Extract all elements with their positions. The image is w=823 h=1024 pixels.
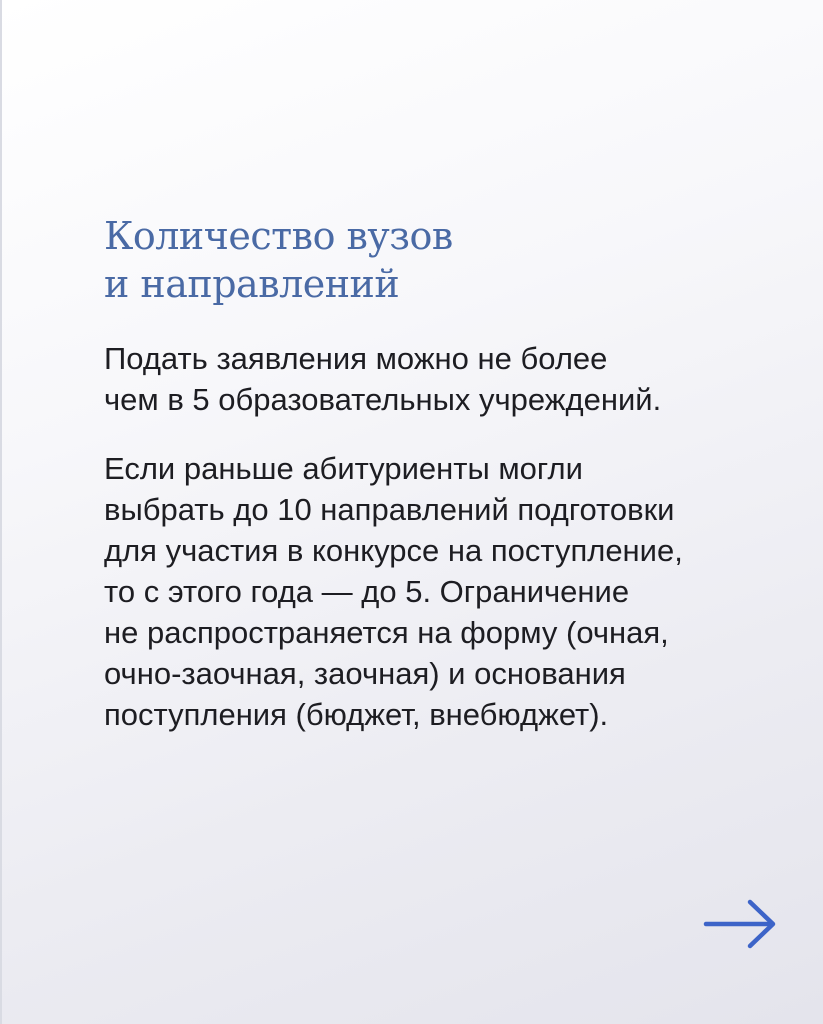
paragraph-line: Подать заявления можно не более: [104, 341, 608, 376]
paragraph-line: для участия в конкурсе на поступление,: [104, 533, 683, 568]
paragraph-line: выбрать до 10 направлений подготовки: [104, 492, 675, 527]
page-title: [104, 212, 704, 308]
paragraph-line: очно-заочная, заочная) и основания: [104, 656, 626, 691]
paragraph-line: поступления (бюджет, внебюджет).: [104, 697, 609, 732]
paragraph-directions-limit: [104, 448, 683, 735]
paragraph-line: не распространяется на форму (очная,: [104, 615, 669, 650]
paragraph-line: то с этого года — до 5. Ограничение: [104, 574, 630, 609]
paragraph-line: чем в 5 образовательных учреждений.: [104, 382, 662, 417]
paragraph-line: Если раньше абитуриенты могли: [104, 451, 583, 486]
title-line-1: Количество вузов: [104, 214, 453, 258]
paragraph-application-limit: [104, 338, 661, 420]
title-line-2: и направлений: [104, 262, 400, 306]
arrow-right-icon: [700, 894, 780, 954]
next-slide-button[interactable]: [700, 894, 780, 954]
